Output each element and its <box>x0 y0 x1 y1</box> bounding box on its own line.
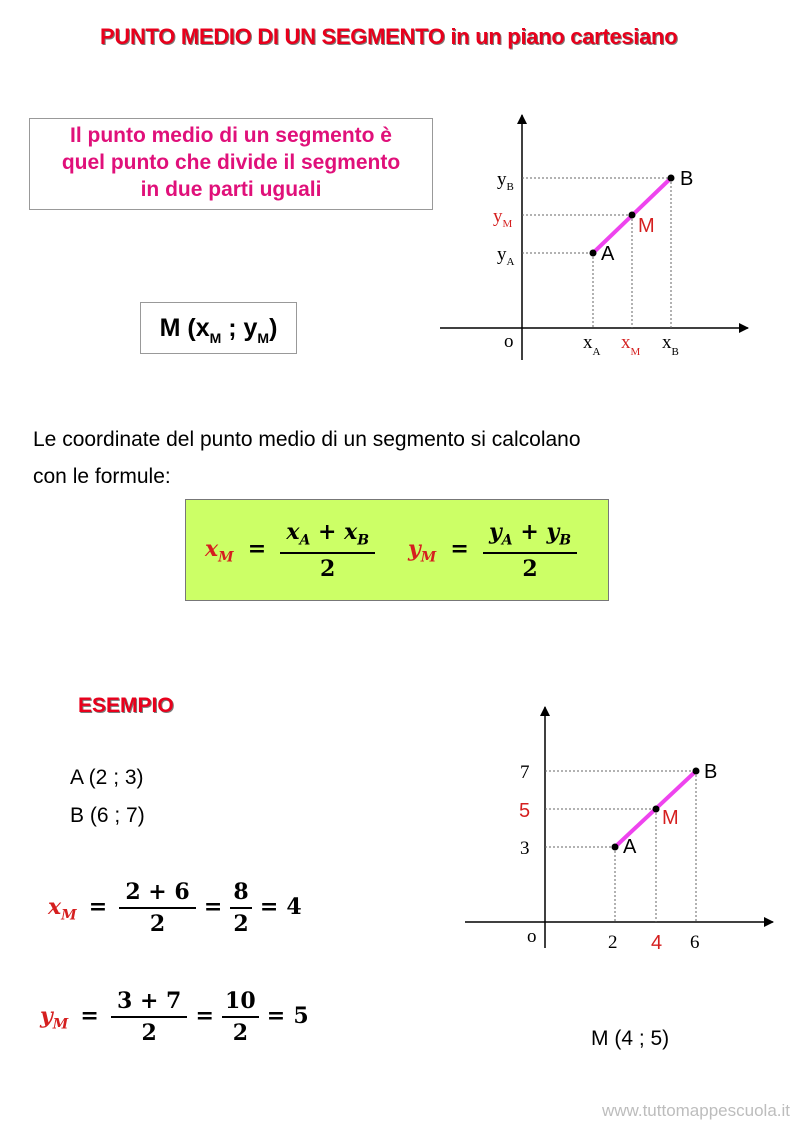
ym-lhs: $y_M$ <box>408 536 437 566</box>
label-xb: $x_B$ <box>662 332 679 358</box>
intro-line-1: Le coordinate del punto medio di un segmento si calcolano <box>33 428 581 451</box>
xm-fraction: $\frac{x_A + x_B}{2}$ <box>280 520 375 581</box>
label-xm: $x_M$ <box>621 332 641 358</box>
definition-line-2: quel punto che divide il segmento <box>61 151 401 174</box>
result-label: M (4 ; 5) <box>591 1027 670 1050</box>
midpoint-coordinates-box: M ($x_M$ ; $y_M$) <box>140 302 297 354</box>
xm-calculation: $x_M$ = $\frac{2 + 6}{2}$ = $\frac{8}{2}$ = 4 <box>48 879 302 938</box>
point-a <box>612 844 619 851</box>
x-tick-6: 6 <box>690 932 700 953</box>
point-a <box>590 250 597 257</box>
y-tick-7: 7 <box>520 762 530 783</box>
x-tick-2: 2 <box>608 932 618 953</box>
ym-formula: $y_M$ = $\frac{y_A + y_B}{2}$ <box>408 520 577 581</box>
page-title: PUNTO MEDIO DI UN SEGMENTO in un piano cartesiano <box>100 24 678 49</box>
label-a: A <box>601 243 615 265</box>
point-m <box>653 806 660 813</box>
point-a-coords: A (2 ; 3) <box>70 766 144 789</box>
label-yb: $y_B$ <box>497 169 514 193</box>
label-a: A <box>623 836 637 858</box>
example-diagram <box>455 700 785 960</box>
definition-line-3: in due parti uguali <box>140 178 322 201</box>
point-b-coords: B (6 ; 7) <box>70 804 145 827</box>
xm-formula: $x_M$ = $\frac{x_A + x_B}{2}$ <box>205 520 375 581</box>
example-heading: ESEMPIO <box>78 694 174 717</box>
label-ya: $y_A$ <box>497 244 515 268</box>
label-m: M <box>662 807 679 829</box>
origin-label: o <box>527 926 537 947</box>
label-xa: $x_A$ <box>583 332 601 358</box>
label-b: B <box>680 168 694 190</box>
definition-box <box>29 118 433 210</box>
x-tick-4: 4 <box>651 932 663 954</box>
ym-fraction: $\frac{y_A + y_B}{2}$ <box>483 520 577 581</box>
y-tick-5: 5 <box>519 800 531 822</box>
y-tick-3: 3 <box>520 838 530 859</box>
label-ym: $y_M$ <box>493 206 513 230</box>
intro-line-2: con le formule: <box>33 465 171 488</box>
watermark: www.tuttomappescuola.it <box>601 1101 790 1120</box>
point-b <box>693 768 700 775</box>
point-b <box>668 175 675 182</box>
ym-calculation: $y_M$ = $\frac{3 + 7}{2}$ = $\frac{10}{2}$ = 5 <box>40 988 309 1047</box>
xm-lhs: $x_M$ <box>205 536 234 566</box>
point-m <box>629 212 636 219</box>
origin-label: o <box>504 331 514 352</box>
label-m: M <box>638 215 655 237</box>
formula-box <box>185 499 609 601</box>
label-b: B <box>704 761 718 783</box>
definition-line-1: Il punto medio di un segmento è <box>69 124 392 147</box>
cartesian-diagram <box>430 105 760 370</box>
